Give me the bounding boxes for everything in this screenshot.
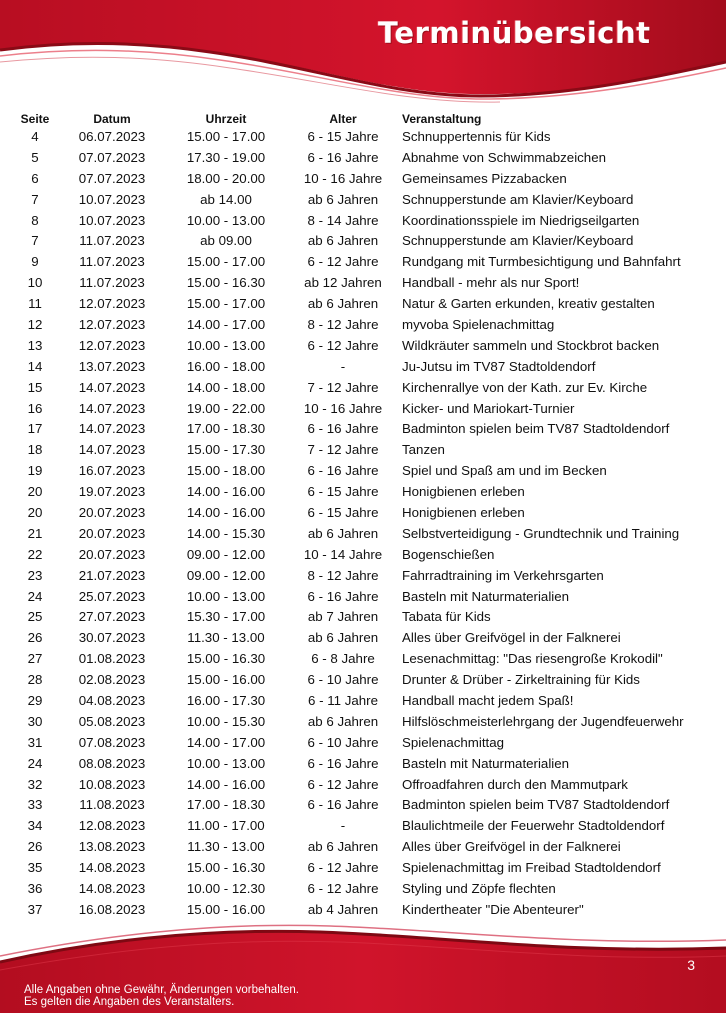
cell-veranstaltung: Kicker- und Mariokart-Turnier [402, 400, 575, 416]
cell-alter: 6 - 15 Jahre [307, 484, 379, 500]
cell-alter: 6 - 16 Jahre [307, 463, 379, 479]
cell-datum: 02.08.2023 [78, 672, 146, 688]
disclaimer [24, 984, 299, 1008]
cell-alter: 6 - 12 Jahre [307, 881, 379, 896]
cell-datum: 20.07.2023 [78, 546, 146, 562]
table-row [14, 251, 722, 272]
cell-datum: 20.07.2023 [78, 504, 146, 520]
column-header-alter: Alter [329, 112, 357, 126]
table-row [14, 168, 722, 189]
cell-seite: 35 [27, 860, 43, 876]
cell-veranstaltung: Spielenachmittag [402, 734, 505, 750]
cell-alter: ab 6 Jahren [307, 713, 379, 729]
table-row [14, 753, 722, 774]
cell-uhrzeit: 17.00 - 18.30 [186, 421, 266, 437]
cell-alter: 6 - 16 Jahre [307, 149, 379, 165]
cell-uhrzeit: 15.00 - 17.00 [186, 254, 266, 270]
cell-alter: ab 4 Jahren [307, 901, 379, 917]
cell-uhrzeit: 15.00 - 16.30 [186, 651, 266, 667]
page-title: Terminübersicht [378, 16, 651, 50]
cell-alter: ab 6 Jahren [307, 525, 379, 541]
cell-datum: 14.08.2023 [78, 881, 146, 896]
cell-alter: ab 6 Jahren [307, 630, 379, 646]
cell-veranstaltung: myvoba Spielenachmittag [402, 316, 555, 332]
table-row [14, 857, 722, 878]
cell-alter: - [340, 358, 346, 374]
cell-alter: 6 - 15 Jahre [307, 128, 379, 144]
cell-seite: 37 [27, 901, 43, 917]
cell-uhrzeit: 10.00 - 12.30 [186, 881, 266, 896]
cell-alter: 6 - 10 Jahre [307, 672, 379, 688]
cell-veranstaltung: Bogenschießen [402, 546, 495, 562]
cell-uhrzeit: 11.30 - 13.00 [187, 630, 265, 646]
cell-seite: 7 [31, 191, 39, 207]
cell-seite: 14 [27, 358, 43, 374]
cell-alter: 8 - 14 Jahre [307, 212, 379, 228]
cell-veranstaltung: Alles über Greifvögel in der Falknerei [402, 630, 621, 646]
cell-datum: 07.08.2023 [78, 734, 146, 750]
cell-datum: 14.07.2023 [78, 442, 146, 458]
cell-alter: 6 - 12 Jahre [307, 337, 379, 353]
table-row [14, 899, 722, 920]
cell-seite: 16 [27, 400, 43, 416]
cell-veranstaltung: Kindertheater "Die Abenteurer" [402, 901, 584, 917]
cell-veranstaltung: Schnupperstunde am Klavier/Keyboard [402, 233, 634, 249]
cell-datum: 16.07.2023 [78, 463, 146, 479]
table-row [14, 439, 722, 460]
table-row [14, 418, 722, 439]
table-row [14, 606, 722, 627]
cell-uhrzeit: 14.00 - 15.30 [186, 525, 266, 541]
cell-alter: ab 6 Jahren [307, 191, 379, 207]
cell-seite: 28 [27, 672, 43, 688]
cell-datum: 11.08.2023 [79, 797, 145, 813]
cell-datum: 27.07.2023 [78, 609, 146, 625]
cell-uhrzeit: 17.00 - 18.30 [186, 797, 266, 813]
cell-datum: 16.08.2023 [78, 901, 146, 917]
cell-alter: 6 - 12 Jahre [307, 860, 379, 876]
cell-datum: 07.07.2023 [78, 170, 146, 186]
cell-alter: ab 6 Jahren [307, 839, 379, 855]
cell-alter: 8 - 12 Jahre [307, 316, 379, 332]
cell-uhrzeit: 18.00 - 20.00 [186, 170, 266, 186]
cell-uhrzeit: 14.00 - 18.00 [186, 379, 266, 395]
table-row [14, 711, 722, 732]
cell-seite: 26 [27, 630, 43, 646]
cell-uhrzeit: 15.00 - 16.30 [186, 860, 266, 876]
cell-veranstaltung: Blaulichtmeile der Feuerwehr Stadtoldendorf [402, 818, 665, 834]
cell-veranstaltung: Schnuppertennis für Kids [402, 128, 551, 144]
table-row [14, 481, 722, 502]
cell-datum: 07.07.2023 [78, 149, 146, 165]
cell-veranstaltung: Handball macht jedem Spaß! [402, 692, 574, 708]
table-row [14, 523, 722, 544]
cell-seite: 24 [27, 588, 43, 604]
cell-alter: ab 12 Jahren [304, 275, 382, 291]
cell-datum: 13.07.2023 [78, 358, 146, 374]
cell-uhrzeit: 16.00 - 17.30 [186, 692, 266, 708]
table-row [14, 356, 722, 377]
cell-veranstaltung: Spielenachmittag im Freibad Stadtoldendorf [402, 860, 661, 876]
cell-datum: 10.07.2023 [78, 212, 146, 228]
cell-veranstaltung: Natur & Garten erkunden, kreativ gestalten [402, 296, 655, 312]
cell-veranstaltung: Basteln mit Naturmaterialien [402, 755, 570, 771]
cell-veranstaltung: Alles über Greifvögel in der Falknerei [402, 839, 621, 855]
cell-seite: 20 [27, 504, 43, 520]
cell-alter: 6 - 11 Jahre [308, 692, 378, 708]
cell-datum: 19.07.2023 [78, 484, 146, 500]
cell-datum: 14.07.2023 [78, 421, 146, 437]
cell-alter: 6 - 16 Jahre [307, 421, 379, 437]
cell-alter: 8 - 12 Jahre [307, 567, 379, 583]
table-row [14, 272, 722, 293]
cell-veranstaltung: Tanzen [402, 442, 445, 458]
cell-veranstaltung: Hilfslöschmeisterlehrgang der Jugendfeuerwehr [402, 713, 684, 729]
cell-datum: 04.08.2023 [78, 692, 146, 708]
cell-uhrzeit: 14.00 - 17.00 [186, 316, 266, 332]
column-header-seite: Seite [20, 112, 50, 126]
cell-datum: 10.07.2023 [78, 191, 146, 207]
cell-seite: 23 [27, 567, 43, 583]
cell-uhrzeit: 11.00 - 17.00 [187, 818, 265, 834]
cell-seite: 19 [27, 463, 43, 479]
table-row [14, 502, 722, 523]
cell-alter: 10 - 16 Jahre [303, 170, 383, 186]
cell-veranstaltung: Kirchenrallye von der Kath. zur Ev. Kirche [402, 379, 648, 395]
cell-alter: ab 7 Jahren [307, 609, 379, 625]
cell-uhrzeit: 15.00 - 16.00 [186, 901, 266, 917]
cell-datum: 12.07.2023 [78, 316, 146, 332]
table-row [14, 377, 722, 398]
cell-seite: 5 [31, 149, 39, 165]
cell-datum: 20.07.2023 [78, 525, 146, 541]
cell-alter: 7 - 12 Jahre [307, 442, 379, 458]
cell-veranstaltung: Basteln mit Naturmaterialien [402, 588, 570, 604]
cell-veranstaltung: Handball - mehr als nur Sport! [402, 275, 580, 291]
cell-alter: 10 - 14 Jahre [303, 546, 383, 562]
cell-seite: 25 [27, 609, 43, 625]
table-row [14, 669, 722, 690]
cell-datum: 14.07.2023 [78, 400, 146, 416]
table-row [14, 627, 722, 648]
cell-veranstaltung: Rundgang mit Turmbesichtigung und Bahnfahrt [402, 254, 681, 270]
table-row [14, 230, 722, 251]
cell-alter: 6 - 12 Jahre [307, 776, 379, 792]
cell-datum: 12.07.2023 [78, 337, 146, 353]
cell-alter: 6 - 15 Jahre [307, 504, 379, 520]
cell-alter: ab 6 Jahren [307, 296, 379, 312]
cell-seite: 17 [27, 421, 43, 437]
cell-veranstaltung: Styling und Zöpfe flechten [402, 881, 556, 896]
cell-uhrzeit: 15.00 - 18.00 [186, 463, 266, 479]
table-row [14, 774, 722, 795]
table-row [14, 544, 722, 565]
cell-veranstaltung: Selbstverteidigung - Grundtechnik und Training [402, 525, 680, 541]
cell-seite: 21 [27, 525, 43, 541]
cell-datum: 11.07.2023 [79, 254, 145, 270]
cell-uhrzeit: 15.00 - 16.00 [186, 672, 266, 688]
table-row [14, 565, 722, 586]
cell-alter: 6 - 10 Jahre [307, 734, 379, 750]
table-row [14, 878, 722, 899]
table-row [14, 293, 722, 314]
cell-seite: 18 [27, 442, 43, 458]
cell-veranstaltung: Badminton spielen beim TV87 Stadtoldendorf [402, 797, 670, 813]
cell-uhrzeit: ab 14.00 [200, 191, 252, 207]
cell-alter: 6 - 12 Jahre [307, 254, 379, 270]
table-row [14, 398, 722, 419]
cell-uhrzeit: 09.00 - 12.00 [186, 567, 266, 583]
cell-datum: 13.08.2023 [78, 839, 146, 855]
cell-veranstaltung: Koordinationsspiele im Niedrigseilgarten [402, 212, 640, 228]
cell-seite: 9 [31, 254, 39, 270]
cell-veranstaltung: Schnupperstunde am Klavier/Keyboard [402, 191, 634, 207]
table-row [14, 732, 722, 753]
cell-uhrzeit: 19.00 - 22.00 [186, 400, 266, 416]
disclaimer-line: Alle Angaben ohne Gewähr, Änderungen vorbehalten. [24, 984, 299, 996]
cell-datum: 08.08.2023 [78, 755, 146, 771]
cell-seite: 20 [27, 484, 43, 500]
cell-seite: 32 [27, 776, 43, 792]
cell-uhrzeit: 10.00 - 13.00 [186, 755, 266, 771]
cell-veranstaltung: Badminton spielen beim TV87 Stadtoldendorf [402, 421, 670, 437]
table-row [14, 836, 722, 857]
cell-seite: 10 [27, 275, 43, 291]
cell-alter: 7 - 12 Jahre [307, 379, 379, 395]
cell-uhrzeit: 14.00 - 16.00 [186, 504, 266, 520]
cell-uhrzeit: 15.00 - 17.00 [186, 128, 266, 144]
cell-veranstaltung: Ju-Jutsu im TV87 Stadtoldendorf [402, 358, 596, 374]
cell-seite: 30 [27, 713, 43, 729]
cell-datum: 14.07.2023 [78, 379, 146, 395]
cell-alter: 6 - 16 Jahre [307, 797, 379, 813]
cell-uhrzeit: 14.00 - 16.00 [186, 484, 266, 500]
cell-uhrzeit: 10.00 - 13.00 [186, 588, 266, 604]
cell-datum: 14.08.2023 [78, 860, 146, 876]
cell-seite: 13 [27, 337, 43, 353]
cell-seite: 15 [27, 379, 43, 395]
cell-alter: - [340, 818, 346, 834]
cell-alter: 10 - 16 Jahre [303, 400, 383, 416]
cell-veranstaltung: Gemeinsames Pizzabacken [402, 170, 567, 186]
cell-datum: 10.08.2023 [78, 776, 146, 792]
schedule-table [14, 106, 722, 920]
cell-seite: 22 [27, 546, 43, 562]
cell-veranstaltung: Tabata für Kids [402, 609, 491, 625]
cell-veranstaltung: Abnahme von Schwimmabzeichen [402, 149, 606, 165]
column-header-veranstaltung: Veranstaltung [402, 112, 482, 126]
cell-seite: 7 [31, 233, 39, 249]
cell-datum: 06.07.2023 [78, 128, 146, 144]
cell-seite: 31 [27, 734, 43, 750]
cell-uhrzeit: ab 09.00 [200, 233, 252, 249]
table-row [14, 210, 722, 231]
cell-datum: 05.08.2023 [78, 713, 146, 729]
cell-seite: 4 [31, 128, 39, 144]
cell-uhrzeit: 09.00 - 12.00 [186, 546, 266, 562]
table-row [14, 460, 722, 481]
table-row [14, 189, 722, 210]
cell-uhrzeit: 11.30 - 13.00 [187, 839, 265, 855]
cell-veranstaltung: Offroadfahren durch den Mammutpark [402, 776, 628, 792]
cell-seite: 34 [27, 818, 43, 834]
cell-alter: 6 - 8 Jahre [311, 651, 375, 667]
cell-datum: 12.08.2023 [78, 818, 146, 834]
cell-seite: 33 [27, 797, 43, 813]
cell-alter: 6 - 16 Jahre [307, 588, 379, 604]
table-header-row [14, 106, 722, 126]
cell-datum: 01.08.2023 [78, 651, 146, 667]
cell-veranstaltung: Drunter & Drüber - Zirkeltraining für Kids [402, 672, 640, 688]
cell-uhrzeit: 14.00 - 16.00 [186, 776, 266, 792]
cell-veranstaltung: Spiel und Spaß am und im Becken [402, 463, 607, 479]
cell-seite: 24 [27, 755, 43, 771]
table-row [14, 795, 722, 816]
cell-uhrzeit: 15.00 - 17.00 [186, 296, 266, 312]
table-row [14, 126, 722, 147]
column-header-datum: Datum [93, 112, 131, 126]
cell-uhrzeit: 10.00 - 13.00 [186, 337, 266, 353]
cell-seite: 29 [27, 692, 43, 708]
disclaimer-line: Es gelten die Angaben des Veranstalters. [24, 996, 235, 1008]
table-row [14, 147, 722, 168]
cell-veranstaltung: Wildkräuter sammeln und Stockbrot backen [402, 337, 660, 353]
cell-datum: 12.07.2023 [78, 296, 146, 312]
table-row [14, 648, 722, 669]
cell-seite: 36 [27, 881, 43, 896]
cell-uhrzeit: 10.00 - 13.00 [186, 212, 266, 228]
cell-seite: 8 [31, 212, 39, 228]
table-row [14, 690, 722, 711]
cell-datum: 11.07.2023 [79, 233, 145, 249]
cell-datum: 21.07.2023 [78, 567, 146, 583]
cell-uhrzeit: 15.30 - 17.00 [186, 609, 266, 625]
cell-datum: 11.07.2023 [79, 275, 145, 291]
cell-datum: 25.07.2023 [78, 588, 146, 604]
cell-veranstaltung: Lesenachmittag: "Das riesengroße Krokodil" [402, 651, 663, 667]
cell-seite: 6 [31, 170, 39, 186]
cell-uhrzeit: 16.00 - 18.00 [186, 358, 266, 374]
cell-seite: 26 [27, 839, 43, 855]
cell-uhrzeit: 10.00 - 15.30 [186, 713, 266, 729]
cell-uhrzeit: 15.00 - 17.30 [186, 442, 266, 458]
table-row [14, 335, 722, 356]
table-row [14, 815, 722, 836]
table-row [14, 314, 722, 335]
table-row [14, 586, 722, 607]
cell-uhrzeit: 15.00 - 16.30 [186, 275, 266, 291]
cell-alter: 6 - 16 Jahre [307, 755, 379, 771]
cell-alter: ab 6 Jahren [307, 233, 379, 249]
cell-uhrzeit: 14.00 - 17.00 [186, 734, 266, 750]
cell-seite: 12 [27, 316, 43, 332]
cell-veranstaltung: Fahrradtraining im Verkehrsgarten [402, 567, 604, 583]
cell-datum: 30.07.2023 [78, 630, 146, 646]
cell-seite: 11 [28, 296, 42, 312]
column-header-uhrzeit: Uhrzeit [205, 112, 247, 126]
cell-uhrzeit: 17.30 - 19.00 [186, 149, 266, 165]
cell-seite: 27 [27, 651, 43, 667]
cell-veranstaltung: Honigbienen erleben [402, 484, 525, 500]
page-number: 3 [687, 957, 695, 973]
cell-veranstaltung: Honigbienen erleben [402, 504, 525, 520]
